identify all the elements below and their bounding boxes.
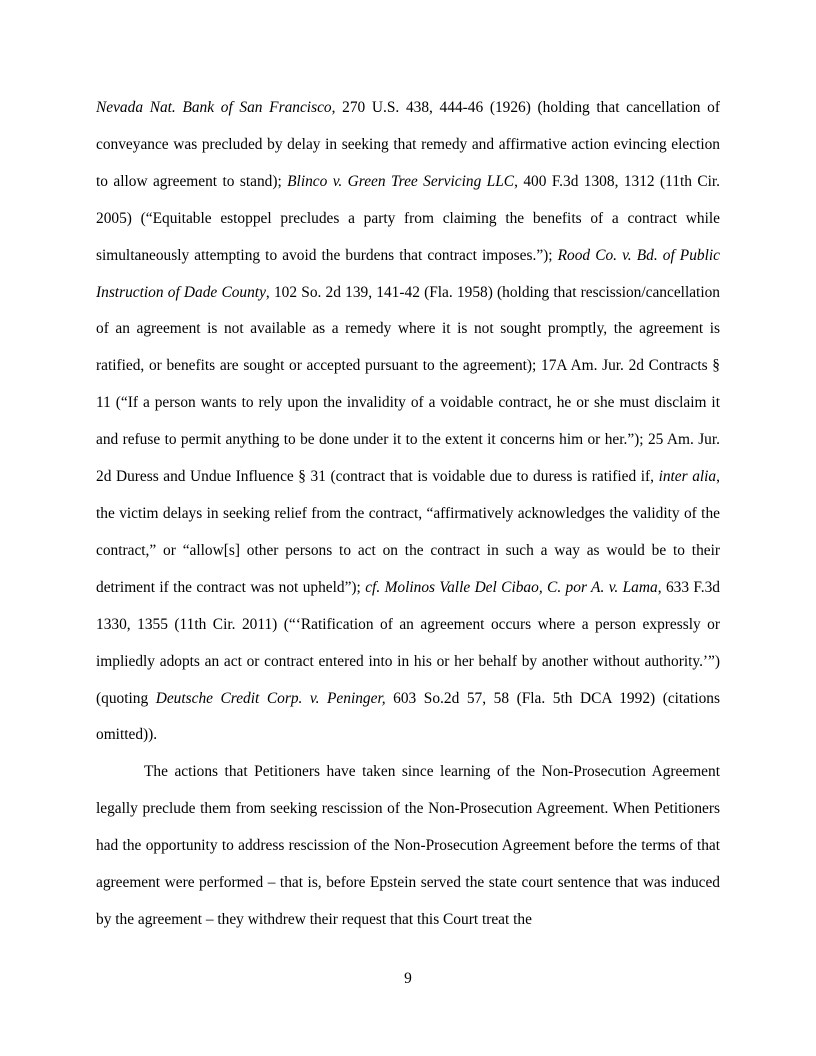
text-segment: The actions that Petitioners have taken since learning of the Non-Prosecution Agreement legally preclude them from seeking rescission of the Non-Prosecution Agreement. When Petitioners had the opportunity to address rescission of the Non-Prosecution Agreement before the terms of that agreement were performed – that is, before Epstein served the state court sentence that was induced by the agreement – they withdrew their request that this Court treat the xyxy=(96,763,720,928)
citation-case-name: Nevada Nat. Bank of San Francisco xyxy=(96,99,332,116)
page-number: 9 xyxy=(404,970,412,987)
text-segment: , 270 U.S. 438, 444-46 (1926) (holding that cancellation of conveyance was precluded by delay in seeking that remedy and affirmative action evincing election to allow agreement to stand); xyxy=(96,99,720,190)
body-text xyxy=(96,90,720,939)
text-segment: , 400 F.3d 1308, 1312 (11th Cir. 2005) (“Equitable estoppel precludes a party from claiming the benefits of a contract while simultaneously attempting to avoid the burdens that contract imposes.”); xyxy=(96,172,720,264)
text-segment: , 102 So. 2d 139, 141-42 (Fla. 1958) (holding that rescission/cancellation of an agreement is not available as a remedy where it is not sought promptly, the agreement is ratified, or benefits are sought or accepted pursuant to the agreement); 17A Am. Jur. 2d Contracts § 11 (“If a person wants to rely upon the invalidity of a voidable contract, he or she must disclaim it and refuse to permit anything to be done under it to the extent it concerns him or her.”); 25 Am. Jur. 2d Duress and Undue Influence § 31 (contract that is voidable due to duress is ratified if, xyxy=(96,283,720,486)
latin-phrase: inter alia xyxy=(658,468,717,486)
citation-case-name: cf. Molinos Valle Del Cibao, C. por A. v. Lama xyxy=(365,578,658,596)
citation-case-name: Deutsche Credit Corp. v. Peninger, xyxy=(155,689,386,707)
text-segment: , the victim delays in seeking relief from the contract, “affirmatively acknowledges the validity of the contract,” or “allow[s] other persons to act on the contract in such a way as would be to their detriment if the contract was not upheld”); xyxy=(96,468,720,596)
citation-case-name: Blinco v. Green Tree Servicing LLC xyxy=(287,172,515,190)
paragraph-argument xyxy=(96,754,720,939)
paragraph-citations xyxy=(96,90,720,754)
text-segment: 603 So.2d 57, 58 (Fla. 5th DCA 1992) (citations omitted)). xyxy=(96,689,720,744)
text-segment: , 633 F.3d 1330, 1355 (11th Cir. 2011) (“‘Ratification of an agreement occurs where a person expressly or impliedly adopts an act or contract entered into in his or her behalf by another without authority.’”) (quoting xyxy=(96,578,720,707)
citation-case-name: Rood Co. v. Bd. of Public Instruction of Dade County xyxy=(96,246,720,301)
